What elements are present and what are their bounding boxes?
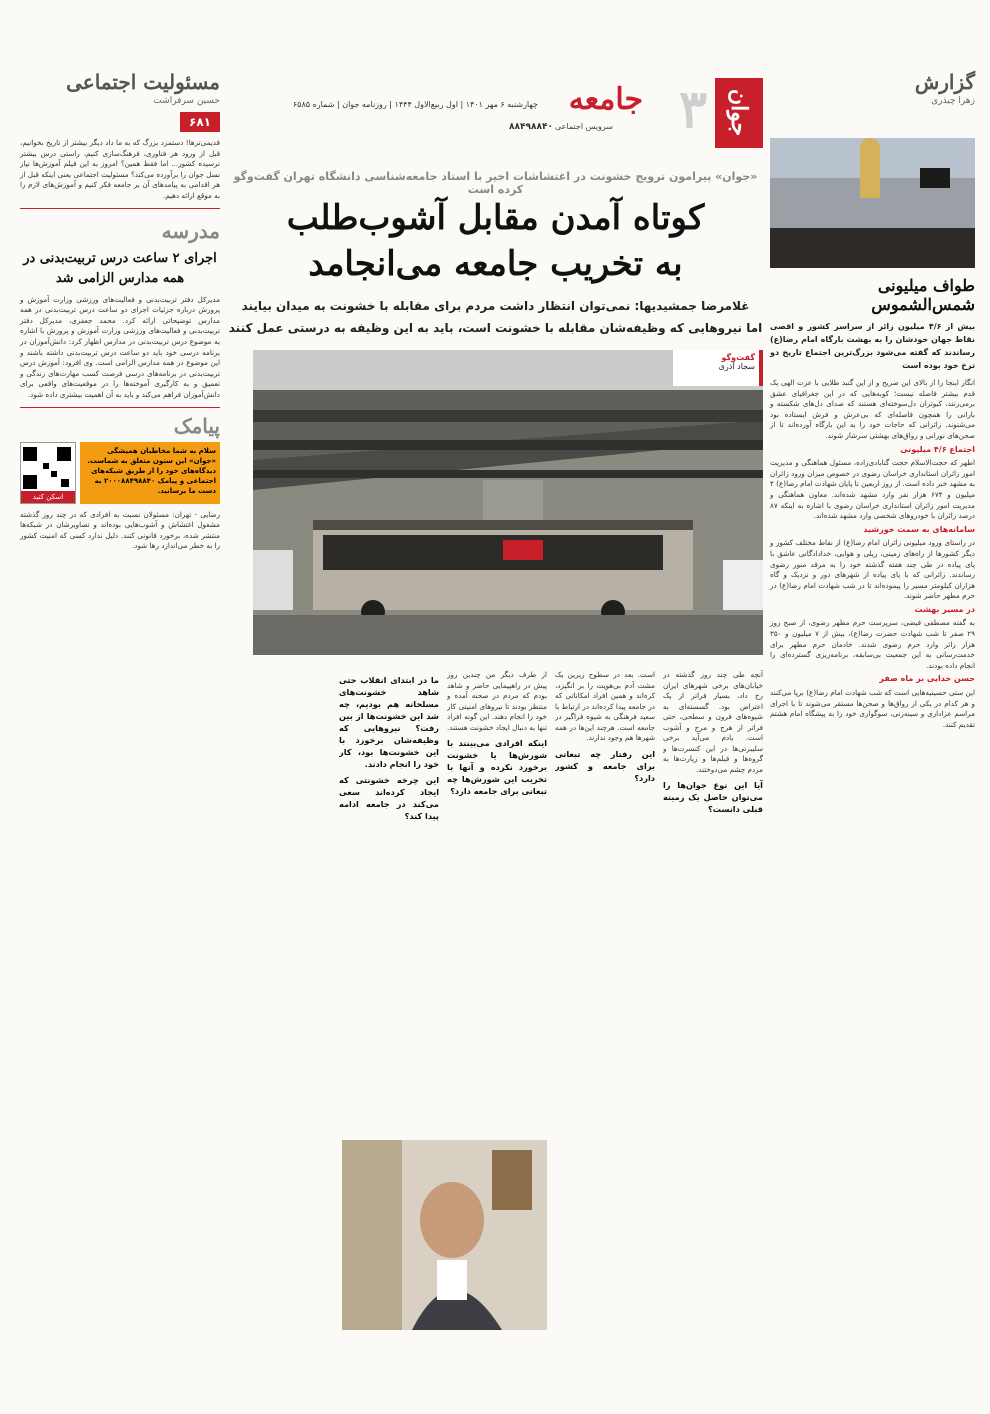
report-column bbox=[770, 70, 975, 1370]
article-headline bbox=[228, 195, 763, 287]
interview-question-3: اینکه افرادی می‌بینند با شورش‌ها یا خشونت برخورد نکرده و آنها با تخریب این شورش‌ها چه تبعاتی برای جامعه دارد؟ bbox=[447, 738, 547, 796]
report-subhead-4: حسن خدایی بر ماه صفر bbox=[879, 674, 975, 684]
interview-author: سجاد آذری bbox=[718, 362, 755, 371]
left-column bbox=[20, 70, 220, 1370]
message-invite: سلام به شما مخاطبان همیشگی «جوان» این ستون متعلق به شماست. دیدگاه‌های خود را از طریق شبکه‌های اجتماعی و پیامک ۲۰۰۰۸۸۴۹۸۸۴۰ به دست ما برسانید. bbox=[80, 442, 220, 504]
school-body: مدیرکل دفتر تربیت‌بدنی و فعالیت‌های ورزشی وزارت آموزش و پرورش درباره جزئیات اجرای دو ساعت درس تربیت‌بدنی در همه مدارس توضیحاتی ارائه کرد. محمد جعفری، مدیرکل دفتر تربیت‌بدنی و فعالیت‌های ورزشی وزارت آموزش و پرورش با اشاره به موضوع درس تربیت‌بدنی در مدارس اظهار کرد: دانش‌آموزان در برنامه درسی خود باید دو ساعت درس تربیت‌بدنی داشته باشند و این موضوع در همه مدارس الزامی است. وی افزود: آموزش درس تربیت‌بدنی در برنامه‌های درسی فرصت کسب مهارت‌های زندگی و تعمیق و به کارگیری آموخته‌ها را در موقعیت‌های واقعی برای دانش‌آموزان فراهم می‌کند و باید به آن اهمیت بیشتری داده شود. bbox=[20, 294, 220, 399]
social-responsibility-title: مسئولیت اجتماعی bbox=[66, 70, 220, 94]
report-photo bbox=[770, 138, 975, 268]
report-body bbox=[770, 378, 975, 730]
logo: جوان bbox=[715, 78, 763, 148]
sub-section: سرویس اجتماعی bbox=[554, 122, 613, 131]
interview-question-1: آیا این نوع جوان‌ها را می‌توان حاصل یک زمینه قبلی دانست؟ bbox=[663, 780, 763, 814]
report-subhead-1: اجتماع ۴/۶ میلیونی bbox=[900, 444, 975, 454]
interview-tag bbox=[673, 350, 763, 386]
article-body bbox=[228, 670, 763, 1370]
headline-line-1: کوتاه آمدن مقابل آشوب‌طلب bbox=[286, 198, 705, 238]
article-kicker: «جوان» پیرامون ترویج خشونت در اغتشاشات اخیر با استاد جامعه‌شناسی دانشگاه تهران گفت‌وگو کرده است bbox=[233, 170, 758, 196]
report-paragraph-1: انگار اینجا را از بالای این ضریح و از این گنبد طلایی با عزت الهی یک قدم بیشتر فاصله نیست؛ کوبه‌هایی که در این جغرافیای عشق برمی‌زنند، کبوتران دل‌سوخته‌ای هستند که صدای دل‌های شکسته و بارانی را همچون فاصله‌ای که بی‌عرش و فرش ایستاده بود می‌شنوند. زائرانی که حاجات خود را به این بارگاه آورده‌اند تا از صحن‌های نورانی و رواق‌های بهشتی سرشار شوند. bbox=[770, 378, 975, 440]
body-column-2-text: است. بعد در سطوح زیرین یک مشت آدم بی‌هویت را بر انگیزد، کره‌اند و همین افراد امکاناتی که در جامعه پیدا کرده‌اند در ارتباط با سعید فرهنگی به شیوه فراگیر در جامعه است. هرچند این‌ها در همه شهرها هم وجود ندارند. bbox=[555, 670, 655, 742]
interview-label: گفت‌وگو bbox=[721, 353, 755, 362]
body-column-1 bbox=[663, 670, 763, 1370]
date-line: چهارشنبه ۶ مهر ۱۴۰۱ | اول ربیع‌الاول ۱۴۴۴ | روزنامه جوان | شماره ۶۵۸۵ bbox=[292, 100, 538, 109]
qr-code[interactable] bbox=[20, 442, 76, 504]
headline-line-2: به تخریب جامعه می‌انجامد bbox=[308, 244, 683, 284]
column-divider-2 bbox=[20, 407, 220, 408]
message-section-title: پیامک bbox=[173, 413, 220, 438]
body-column-3-text: از طرف دیگر من چندین روز پیش در راهپیمایی حاضر و شاهد بودم که مردم در صحنه آمده و منتظر بودند تا نیروهای امنیتی کار خود را انجام دهند. این گونه افراد تنها به دنبال ایجاد خشونت هستند. bbox=[447, 670, 547, 732]
school-headline: اجرای ۲ ساعت درس تربیت‌بدنی در همه مدارس الزامی شد bbox=[23, 250, 217, 286]
report-author: زهرا چیذری bbox=[931, 96, 975, 106]
report-section-title: گزارش bbox=[914, 70, 975, 94]
interviewee-portrait bbox=[342, 1140, 547, 1330]
bus-under-bridge-image bbox=[253, 350, 763, 655]
report-paragraph-4: به گفته مصطفی فیضی، سرپرست حرم مطهر رضوی، از صبح روز ۲۹ صفر تا شب شهادت حضرت رضا(ع)، بیش از ۷ میلیون و ۳۵۰ هزار زائر وارد حرم رضوی شدند. خادمان حرم مطهر برای خدمت‌رسانی به این جمعیت بی‌سابقه، برنامه‌ریزی گسترده‌ای را انجام داده بودند. bbox=[770, 618, 975, 670]
social-responsibility-text: قدیمی‌ترها! دستمزد بزرگ که به ما داد دیگر بیشتر از تاریخ بخوانیم، قبل از ورود هر فناوری، فرهنگ‌سازی کنیم، راستی درس بیشتر نرسیده کشور... اما فقط همین؟ امروز به این فیلم آموزش‌ها نیاز نسل جوان را برآورده می‌کند؟ مسئولیت اجتماعی یعنی اینکه قبل از هر اقدامی به پیامدهای آن بر جامعه فکر کنیم و آموزش‌های لازم را به موقع ارائه دهیم. bbox=[20, 138, 220, 200]
report-headline: طواف میلیونی شمس‌الشموس bbox=[871, 276, 975, 314]
report-lead: بیش از ۴/۶ میلیون زائر از سراسر کشور و اقصی نقاط جهان خودشان را به بهشت بارگاه امام رضا(ع) رساندند که گفته می‌شود بزرگ‌ترین اجتماع تاریخ دو ترخ خود بوده است bbox=[770, 322, 975, 370]
shrine-crowd-image bbox=[770, 138, 975, 268]
school-section-title: مدرسه bbox=[161, 218, 220, 243]
hero-photo bbox=[253, 350, 763, 655]
interview-question-4a: ما در ابتدای انقلاب حتی شاهد خشونت‌های مسلحانه هم بودیم، چه شد این خشونت‌ها از بین رفت؟ نیروهایی که وظیفه‌شان برخورد با این خشونت‌ها بود، کار خود را انجام دادند. bbox=[339, 675, 439, 769]
scan-label: اسکن کنید bbox=[21, 491, 75, 503]
interview-question-2: این رفتار چه تبعاتی برای جامعه و کشور دارد؟ bbox=[555, 748, 655, 783]
report-paragraph-2: اطهر که حجت‌الاسلام حجت گنابادی‌زاده، مسئول هماهنگی و مدیریت امور زائران استانداری خراسان رضوی در خصوص میزان ورود زائران به مشهد خبر داده است. از روز اربعین تا پایان شهادت امام رضا(ع) ۴ میلیون و ۶۷۴ هزار نفر وارد مشهد شده‌اند. معاون هماهنگی و مدیریت امور زائران استانداری خراسان رضوی با اشاره به اینکه ۸۷ درصد زائران با خودروهای شخصی وارد مشهد شده‌اند. bbox=[770, 458, 975, 521]
subhead-line-1: غلامرضا جمشیدیها: نمی‌توان انتظار داشت مردم برای مقابله با خشونت به میدان بیایند bbox=[241, 299, 750, 313]
column-divider bbox=[20, 208, 220, 209]
social-responsibility-author: حسین سرفراشت bbox=[153, 96, 220, 106]
main-article bbox=[228, 70, 763, 1370]
body-column-1-text: آنچه طی چند روز گذشته در خیابان‌های برخی شهرهای ایران رخ داد، بسیار فراتر از یک اعتراض بود. گسسته‌ای به شیوه‌های فرون و سطحی، حتی فراتر از هرج و مرج و آشوب است. یادم می‌آید برخی سلیبرتی‌ها در این کنسرت‌ها و گروه‌ها و فیلم‌ها و زیارت‌ها به مردم چشم می‌دوختند. bbox=[663, 670, 763, 774]
report-subhead-2: سامانه‌های به سمت خورشید bbox=[863, 524, 975, 534]
page-number: ۳ bbox=[679, 79, 707, 140]
qr-icon bbox=[19, 443, 75, 493]
section-name: جامعه bbox=[568, 82, 643, 117]
reader-message: رضایی - تهران: مسئولان نسبت به افرادی که در چند روز گذشته مشغول اغتشاش و آشوب‌هایی بوده‌اند و تصاویرشان در شبکه‌ها منتشر شده، برخورد قانونی کنند. دلیل ندارد کسی که امنیت کشور را به خطر می‌اندازد رها شود. bbox=[20, 509, 220, 551]
portrait-image bbox=[342, 1140, 547, 1330]
subhead-line-2: اما نیروهایی که وظیفه‌شان مقابله با خشونت است، باید به این وظیفه به درستی عمل کنند bbox=[228, 321, 763, 335]
report-paragraph-3: در راستای ورود میلیونی زائران امام رضا(ع) از نقاط مختلف کشور و دیگر کشورها از راه‌های زمینی، ریلی و هوایی، خدادادگانی عاشق با پای پیاده در طی چند هفته گذشته خود را به مرقد منور رضوی رساندند. زائرانی که با پای پیاده از شهرهای دور و نزدیک و گاه هزاران کیلومتر مسیر را پیموده‌اند تا در شب شهادت امام رضا(ع) در حرم مطهر حاضر شوند. bbox=[770, 538, 975, 601]
message-box bbox=[20, 442, 220, 504]
column-number-badge: ۶۸۱ bbox=[180, 112, 220, 132]
body-column-4 bbox=[339, 670, 439, 920]
interview-question-4: این چرخه خشونتی که ایجاد کرده‌اند سعی می‌کند در جامعه ادامه پیدا کند؟ bbox=[339, 775, 439, 821]
report-subhead-3: در مسیر بهشت bbox=[914, 604, 975, 614]
report-paragraph-5: این ستی حسینیه‌هایی است که شب شهادت امام رضا(ع) برپا می‌کنند و هر کدام در یکی از رواق‌ها و صحن‌ها مستقر می‌شوند تا با اجرای مراسم عزاداری و سینه‌زنی، سوگواری خود را به پیشگاه امام هشتم تقدیم کنند. bbox=[770, 688, 975, 729]
body-column-3 bbox=[447, 670, 547, 920]
phone-number: ۸۸۴۹۸۸۴۰ bbox=[509, 122, 553, 132]
body-column-2 bbox=[555, 670, 655, 1370]
article-subhead bbox=[228, 295, 763, 339]
